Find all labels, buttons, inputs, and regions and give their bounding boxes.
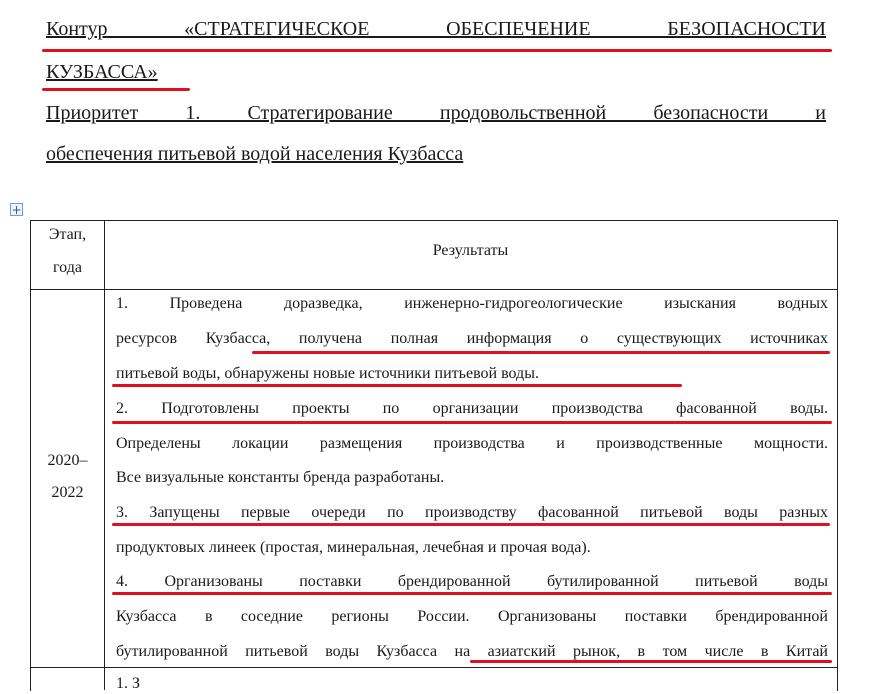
red-underline-result-1b xyxy=(112,384,682,387)
header-stage-line1: Этап, xyxy=(48,226,87,243)
red-underline-result-1a xyxy=(252,351,830,354)
result-line: 4. Организованы поставки брендированной бутилированной питьевой воды xyxy=(116,573,828,590)
row-period-line2: 2022 xyxy=(51,484,84,501)
red-underline-heading-1 xyxy=(42,49,832,52)
priority-line-2: обеспечения питьевой водой населения Кузбасса xyxy=(46,143,464,165)
result-line: 3. Запущены первые очереди по производству фасованной питьевой воды разных xyxy=(116,504,828,521)
red-underline-heading-2 xyxy=(42,88,190,91)
header-stage-line2: года xyxy=(53,259,82,276)
result-line: Кузбасса в соседние регионы России. Организованы поставки брендированной xyxy=(116,608,828,625)
result-line: Определены локации размещения производства и производственные мощности. xyxy=(116,435,828,452)
result-line: ресурсов Кузбасса, получена полная информация о существующих источниках xyxy=(116,330,828,347)
result-line: питьевой воды, обнаружены новые источники питьевой воды. xyxy=(116,365,539,382)
priority-line-1: Приоритет 1. Стратегирование продовольственной безопасности и xyxy=(46,102,826,124)
result-line: Все визуальные константы бренда разработаны. xyxy=(116,469,445,486)
red-underline-result-4b xyxy=(470,660,832,663)
red-underline-result-3 xyxy=(112,523,830,526)
table-column-divider xyxy=(104,220,105,690)
row-period-line1: 2020– xyxy=(47,452,88,469)
red-underline-result-2 xyxy=(112,421,832,424)
table-header-divider xyxy=(30,289,837,290)
result-line: 1. Проведена доразведка, инженерно-гидрогеологические изыскания водных xyxy=(116,295,828,312)
header-results: Результаты xyxy=(432,242,509,259)
result-line: продуктовых линеек (простая, минеральная, лечебная и прочая вода). xyxy=(116,539,591,556)
next-row-partial-text: 1. З xyxy=(116,675,141,692)
heading-line-2: КУЗБАССА» xyxy=(46,61,158,83)
table-row-divider xyxy=(30,667,837,668)
result-line: 2. Подготовлены проекты по организации производства фасованной воды. xyxy=(116,400,828,417)
table-move-handle-icon[interactable]: + xyxy=(11,203,22,217)
heading-line-1: Контур «СТРАТЕГИЧЕСКОЕ ОБЕСПЕЧЕНИЕ БЕЗОПАСНОСТИ xyxy=(46,18,826,40)
red-underline-result-4a xyxy=(112,592,832,595)
result-line: бутилированной питьевой воды Кузбасса на азиатский рынок, в том числе в Китай xyxy=(116,643,828,660)
